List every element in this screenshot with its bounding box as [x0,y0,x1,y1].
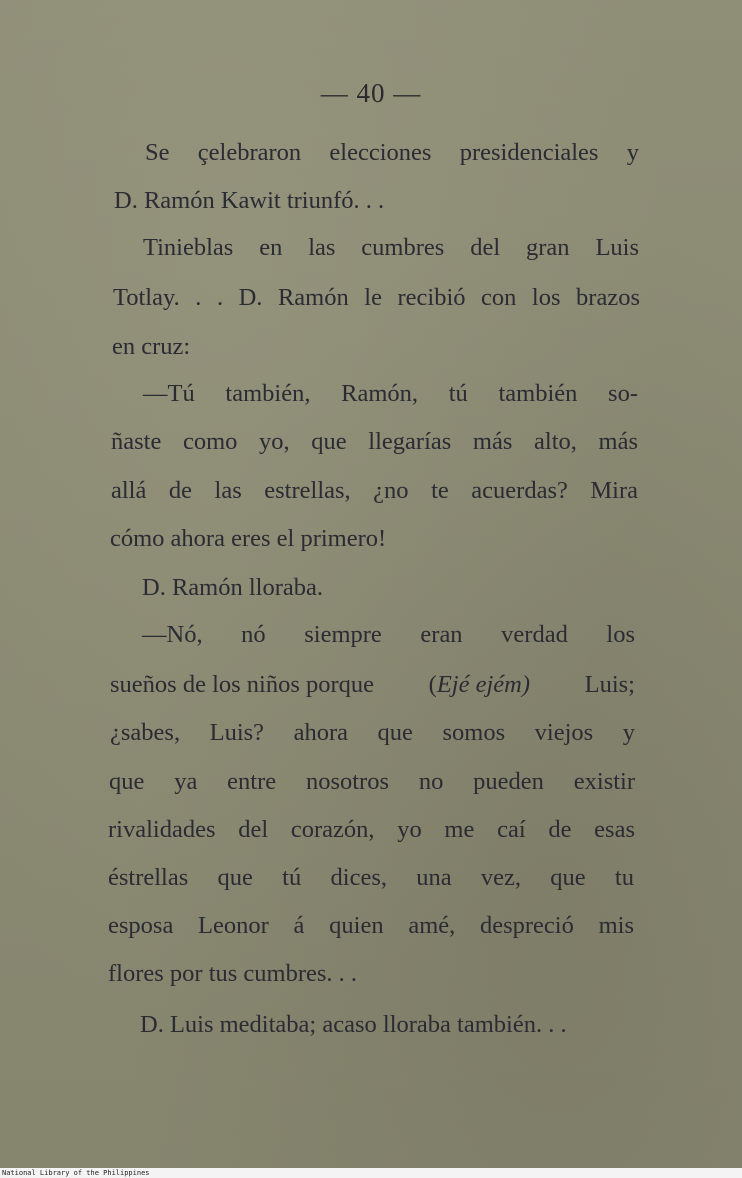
text-line-12 [110,673,635,698]
text-line-3: Tinieblas en las cumbres del gran Luis [143,234,639,261]
text-line-18: flores por tus cumbres. . . [108,960,358,987]
footer-bar [0,1168,742,1178]
text-line-15: rivalidades del corazón, yo me caí de esas [108,816,635,843]
interjection-text: Ejé ejém) [436,671,531,698]
text-line-16: éstrellas que tú dices, una vez, que tu [108,864,634,891]
text-line-9: cómo ahora eres el primero! [110,525,387,552]
interjection: (Ejé ejém) [428,671,531,698]
text-line-12-end: Luis; [584,671,635,698]
text-line-4: Totlay. . . D. Ramón le recibió con los brazos [113,284,640,311]
text-line-19: D. Luis meditaba; acaso lloraba también. . . [140,1011,567,1038]
text-line-14: que ya entre nosotros no pueden existir [109,768,635,795]
text-line-1: Se çelebraron elecciones presidenciales y [145,139,639,166]
text-line-6: —Tú también, Ramón, tú también so- [143,380,638,407]
page-number: — 40 — [320,78,422,108]
text-line-8: allá de las estrellas, ¿no te acuerdas? Mira [111,477,638,504]
source-attribution: National Library of the Philippines [2,1169,150,1177]
text-line-12-start: sueños de los niños porque [110,671,375,698]
text-line-17: esposa Leonor á quien amé, despreció mis [108,912,634,939]
text-line-7: ñaste como yo, que llegarías más alto, más [111,428,638,455]
text-line-5: en cruz: [112,333,191,360]
text-line-2: D. Ramón Kawit triunfó. . . [114,187,385,214]
text-line-13: ¿sabes, Luis? ahora que somos viejos y [110,719,635,746]
text-line-11: —Nó, nó siempre eran verdad los [142,621,635,648]
text-line-10: D. Ramón lloraba. [142,574,323,601]
